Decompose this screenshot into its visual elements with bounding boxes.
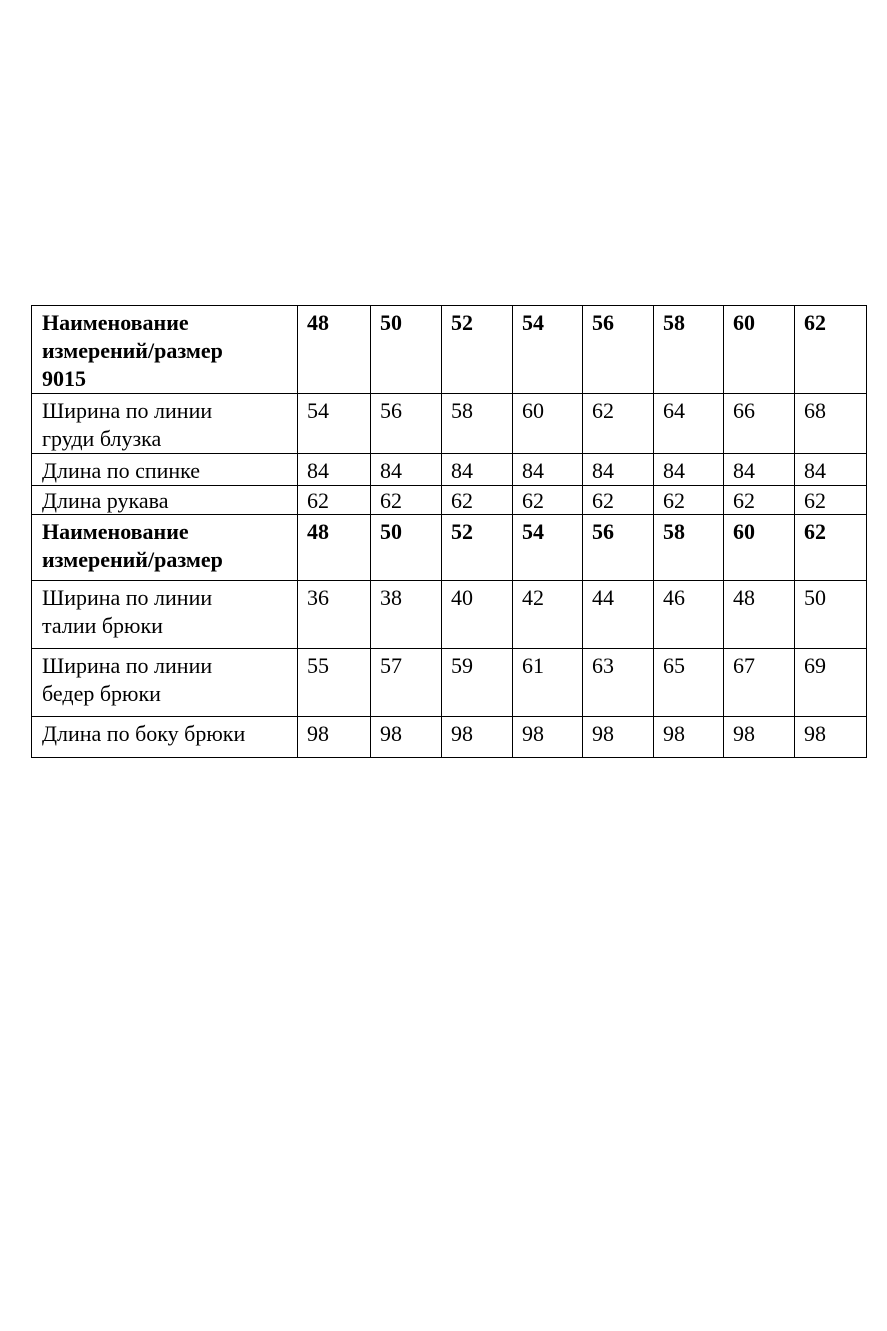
value-cell: 84: [654, 454, 724, 486]
measurement-name-line: Длина рукава: [42, 488, 169, 513]
value-cell: 56: [371, 394, 442, 454]
value-cell: 69: [795, 649, 867, 717]
size-header-cell: 54: [513, 306, 583, 394]
size-header-cell: 62: [795, 306, 867, 394]
value-cell: 48: [724, 581, 795, 649]
measurement-name-line: Длина по спинке: [42, 458, 201, 483]
value-cell: 62: [654, 486, 724, 515]
measurement-name-cell: [32, 454, 298, 486]
value-cell: 98: [298, 717, 371, 758]
size-header-cell: 50: [371, 515, 442, 581]
measurement-name-line: Ширина по линии: [42, 653, 213, 678]
value-cell: 38: [371, 581, 442, 649]
measurement-name-cell: [32, 581, 298, 649]
measurement-name-line: Длина по боку брюки: [42, 721, 246, 746]
value-cell: 55: [298, 649, 371, 717]
table-header-row: [32, 306, 867, 394]
value-cell: 58: [442, 394, 513, 454]
table-row: [32, 486, 867, 515]
value-cell: 98: [654, 717, 724, 758]
value-cell: 63: [583, 649, 654, 717]
value-cell: 65: [654, 649, 724, 717]
measurement-name-line: бедер брюки: [42, 681, 161, 706]
table-header-row: [32, 515, 867, 581]
measurement-name-line: Ширина по линии: [42, 398, 213, 423]
size-header-cell: 58: [654, 515, 724, 581]
value-cell: 84: [442, 454, 513, 486]
size-header-cell: 60: [724, 306, 795, 394]
value-cell: 84: [371, 454, 442, 486]
value-cell: 84: [583, 454, 654, 486]
measurement-name-line: груди блузка: [42, 426, 162, 451]
measurement-name-line: Наименование: [42, 519, 189, 544]
value-cell: 61: [513, 649, 583, 717]
table-row: [32, 581, 867, 649]
table-row: [32, 717, 867, 758]
value-cell: 62: [583, 486, 654, 515]
value-cell: 98: [795, 717, 867, 758]
size-header-cell: 48: [298, 306, 371, 394]
value-cell: 62: [795, 486, 867, 515]
table-row: [32, 394, 867, 454]
measurement-name-cell: [32, 649, 298, 717]
value-cell: 40: [442, 581, 513, 649]
measurement-name-line: Ширина по линии: [42, 585, 213, 610]
measurement-name-line: 9015: [42, 366, 86, 391]
measurement-name-line: измерений/размер: [42, 547, 223, 572]
size-header-cell: 56: [583, 515, 654, 581]
table-row: [32, 454, 867, 486]
value-cell: 62: [298, 486, 371, 515]
value-cell: 62: [442, 486, 513, 515]
value-cell: 64: [654, 394, 724, 454]
value-cell: 54: [298, 394, 371, 454]
measurement-name-cell: [32, 394, 298, 454]
value-cell: 84: [298, 454, 371, 486]
size-header-cell: 56: [583, 306, 654, 394]
value-cell: 67: [724, 649, 795, 717]
size-header-cell: 50: [371, 306, 442, 394]
value-cell: 46: [654, 581, 724, 649]
value-cell: 66: [724, 394, 795, 454]
value-cell: 98: [442, 717, 513, 758]
value-cell: 42: [513, 581, 583, 649]
size-header-cell: 52: [442, 306, 513, 394]
measurement-header-cell: [32, 306, 298, 394]
value-cell: 57: [371, 649, 442, 717]
value-cell: 36: [298, 581, 371, 649]
value-cell: 59: [442, 649, 513, 717]
size-header-cell: 52: [442, 515, 513, 581]
size-header-cell: 48: [298, 515, 371, 581]
value-cell: 84: [724, 454, 795, 486]
size-chart-body: [32, 306, 867, 758]
size-header-cell: 58: [654, 306, 724, 394]
value-cell: 62: [583, 394, 654, 454]
measurement-name-line: измерений/размер: [42, 338, 223, 363]
measurement-name-line: Наименование: [42, 310, 189, 335]
value-cell: 98: [513, 717, 583, 758]
size-header-cell: 60: [724, 515, 795, 581]
size-header-cell: 54: [513, 515, 583, 581]
measurement-name-cell: [32, 486, 298, 515]
value-cell: 98: [724, 717, 795, 758]
size-header-cell: 62: [795, 515, 867, 581]
value-cell: 98: [583, 717, 654, 758]
value-cell: 68: [795, 394, 867, 454]
table-row: [32, 649, 867, 717]
value-cell: 44: [583, 581, 654, 649]
value-cell: 60: [513, 394, 583, 454]
measurement-name-line: талии брюки: [42, 613, 163, 638]
value-cell: 84: [795, 454, 867, 486]
value-cell: 98: [371, 717, 442, 758]
value-cell: 62: [513, 486, 583, 515]
size-chart-table: [31, 305, 867, 758]
value-cell: 62: [724, 486, 795, 515]
measurement-header-cell: [32, 515, 298, 581]
value-cell: 50: [795, 581, 867, 649]
value-cell: 84: [513, 454, 583, 486]
measurement-name-cell: [32, 717, 298, 758]
value-cell: 62: [371, 486, 442, 515]
